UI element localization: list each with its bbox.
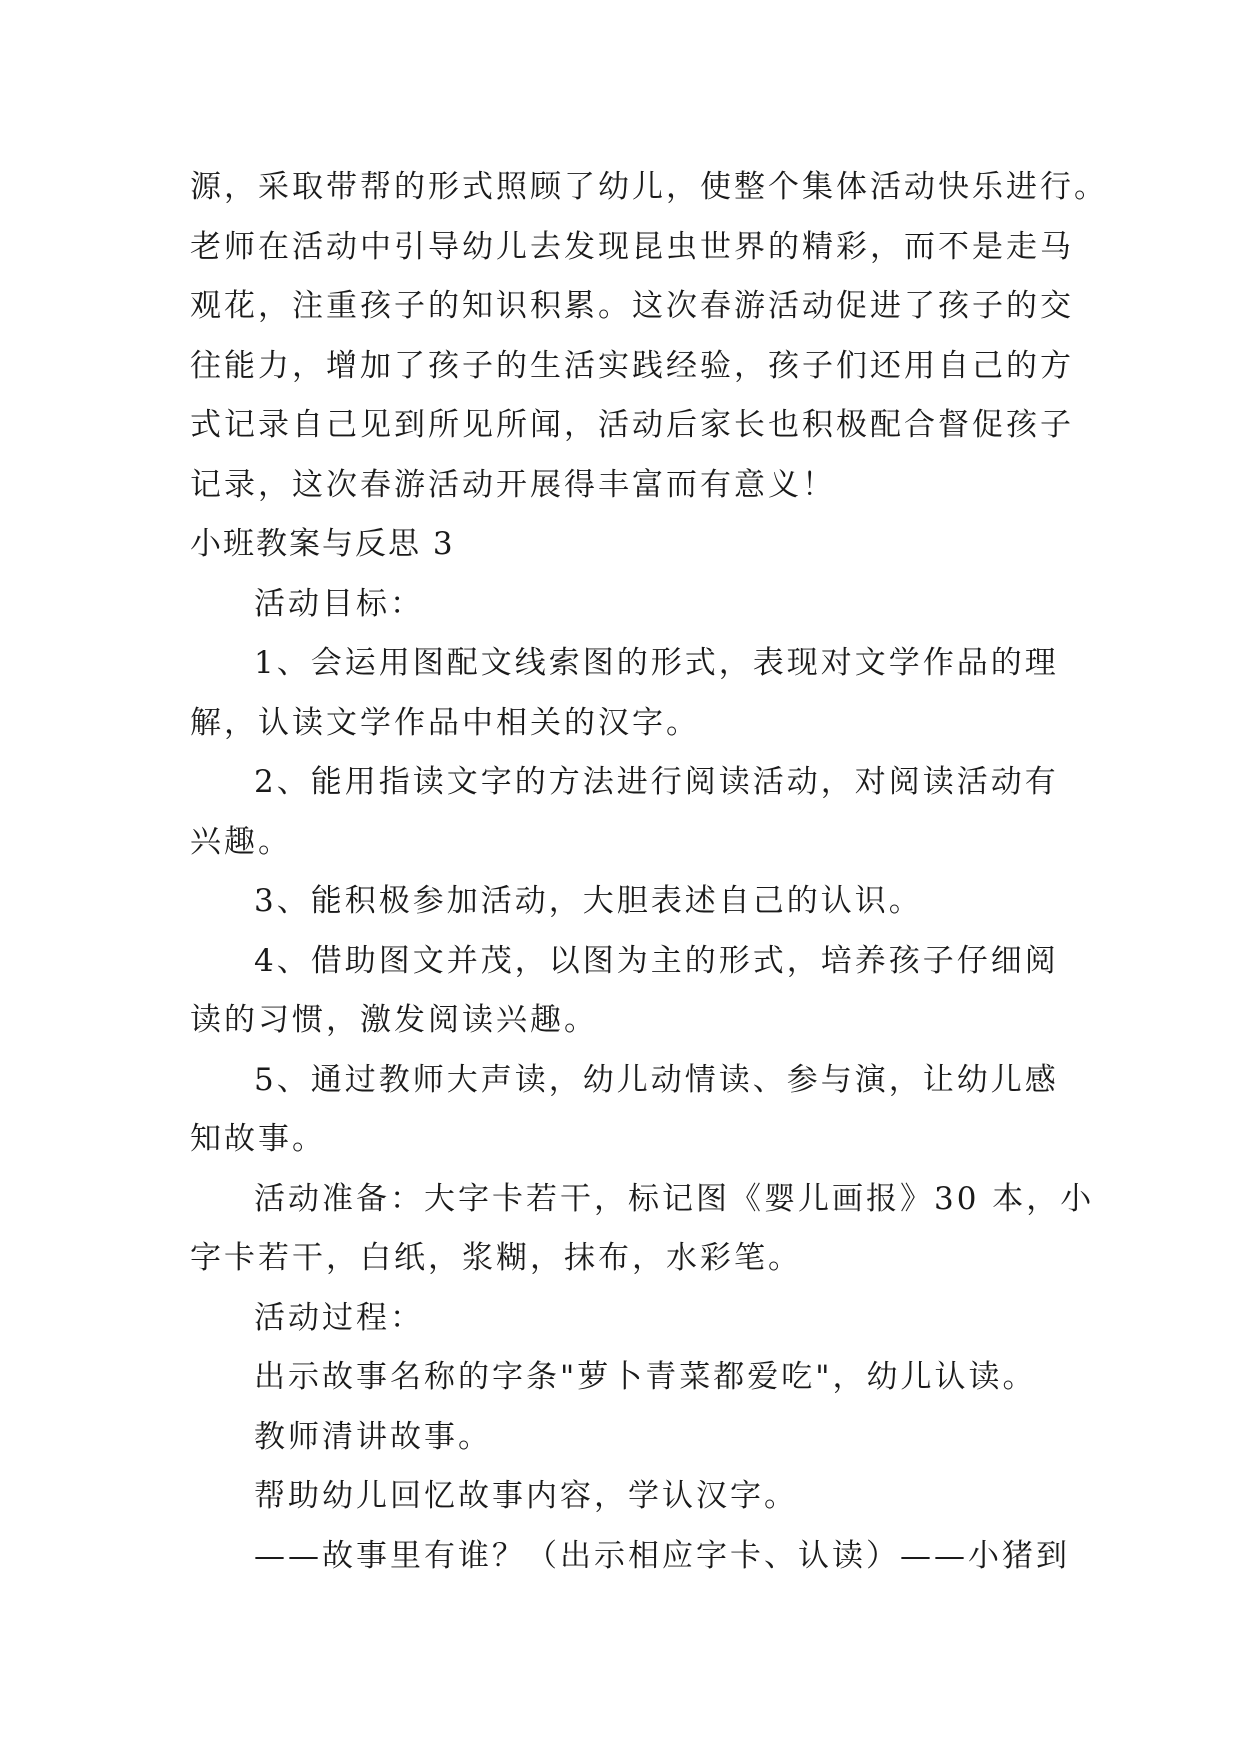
activity-process-label: 活动过程：: [254, 1299, 424, 1336]
process-step-3: 帮助幼儿回忆故事内容，学认汉字。: [254, 1478, 798, 1514]
goal-item-3: 3、能积极参加活动，大胆表述自己的认识。: [254, 883, 923, 919]
goal-item-5-continued: 知故事。: [190, 1121, 326, 1157]
activity-preparation-continued: 字卡若干，白纸，浆糊，抹布，水彩笔。: [190, 1240, 802, 1276]
paragraph-line: 老师在活动中引导幼儿去发现昆虫世界的精彩，而不是走马: [190, 228, 1074, 265]
goal-item-1-continued: 解，认读文学作品中相关的汉字。: [190, 704, 700, 741]
activity-goals-label: 活动目标：: [254, 585, 424, 622]
paragraph-line: 往能力，增加了孩子的生活实践经验，孩子们还用自己的方: [190, 347, 1074, 384]
activity-preparation: 活动准备：大字卡若干，标记图《婴儿画报》30 本，小: [254, 1180, 1095, 1217]
paragraph-line: 观花，注重孩子的知识积累。这次春游活动促进了孩子的交: [190, 288, 1074, 324]
goal-item-5: 5、通过教师大声读，幼儿动情读、参与演，让幼儿感: [254, 1061, 1059, 1098]
paragraph-line: 记录，这次春游活动开展得丰富而有意义！: [190, 466, 836, 503]
process-step-1: 出示故事名称的字条"萝卜青菜都爱吃"，幼儿认读。: [254, 1359, 1037, 1395]
paragraph-line: 式记录自己见到所见所闻，活动后家长也积极配合督促孩子: [190, 407, 1074, 443]
goal-item-4: 4、借助图文并茂，以图为主的形式，培养孩子仔细阅: [254, 942, 1059, 979]
goal-item-2-continued: 兴趣。: [190, 823, 292, 860]
paragraph-line: 源，采取带帮的形式照顾了幼儿，使整个集体活动快乐进行。: [190, 169, 1108, 205]
process-question: ——故事里有谁？（出示相应字卡、认读）——小猪到: [254, 1537, 1070, 1574]
document-body: [190, 158, 1108, 1586]
goal-item-4-continued: 读的习惯，激发阅读兴趣。: [190, 1002, 598, 1038]
goal-item-2: 2、能用指读文字的方法进行阅读活动，对阅读活动有: [254, 764, 1059, 800]
section-heading: 小班教案与反思 3: [190, 526, 455, 562]
goal-item-1: 1、会运用图配文线索图的形式，表现对文学作品的理: [254, 645, 1059, 681]
process-step-2: 教师清讲故事。: [254, 1418, 492, 1455]
